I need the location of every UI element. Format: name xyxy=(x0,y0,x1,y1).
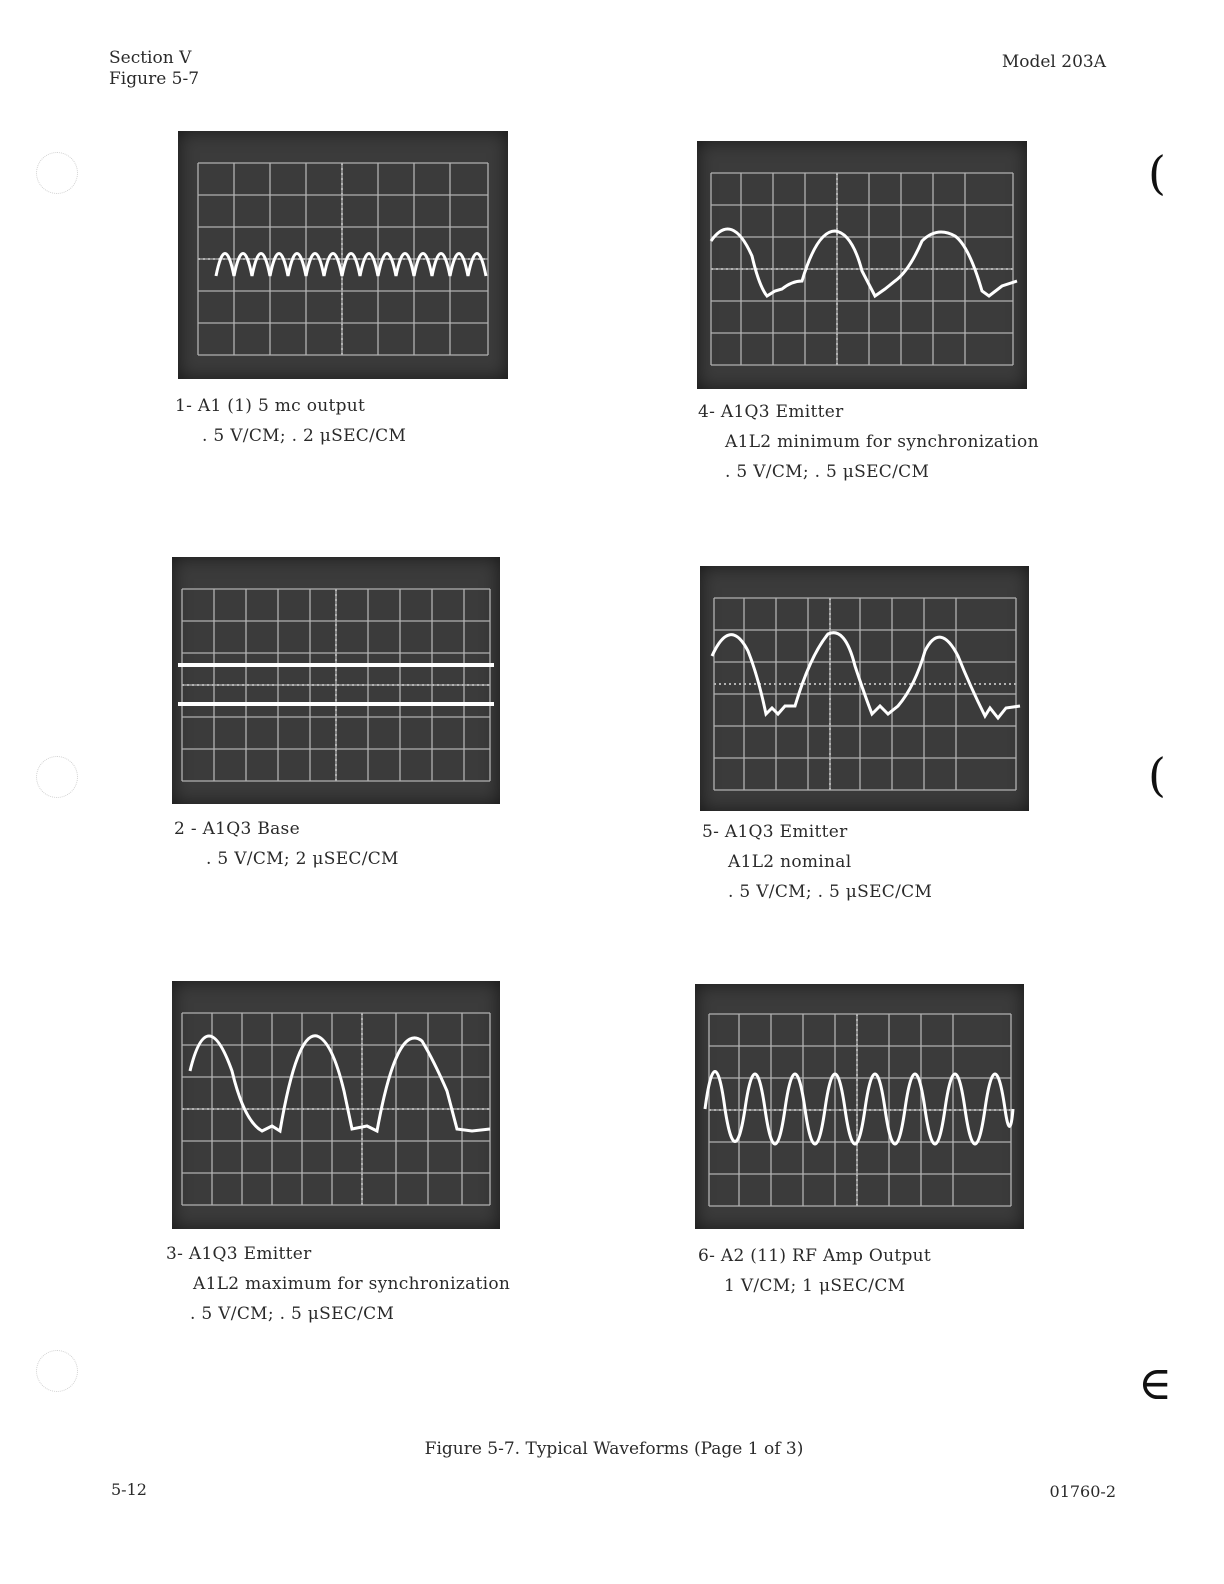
section-label: Section V xyxy=(109,48,192,68)
caption-title: 6- A2 (11) RF Amp Output xyxy=(698,1246,932,1266)
caption-line: . 5 V/CM; 2 μSEC/CM xyxy=(206,849,399,869)
model-label: Model 203A xyxy=(1001,52,1106,72)
scope-photo-6 xyxy=(695,984,1024,1229)
binding-ring-mark: ( xyxy=(1148,748,1166,802)
caption-line: . 5 V/CM; . 5 μSEC/CM xyxy=(725,462,930,482)
waveform-trace xyxy=(712,633,1020,718)
waveform-trace xyxy=(216,254,486,277)
waveform-trace xyxy=(190,1036,490,1131)
caption-line: . 5 V/CM; . 5 μSEC/CM xyxy=(190,1304,395,1324)
waveform-caption-1 xyxy=(175,391,406,451)
binder-hole-mark xyxy=(36,152,78,194)
waveform-caption-5 xyxy=(702,817,932,907)
caption-title: 2 - A1Q3 Base xyxy=(174,819,300,839)
caption-line: 1 V/CM; 1 μSEC/CM xyxy=(724,1276,906,1296)
caption-title: 4- A1Q3 Emitter xyxy=(698,402,844,422)
graticule xyxy=(182,1013,490,1205)
waveform-caption-2 xyxy=(174,814,399,874)
binding-ring-mark: ∈ xyxy=(1138,1356,1173,1410)
caption-line: A1L2 maximum for synchronization xyxy=(193,1274,511,1294)
binding-ring-mark: ( xyxy=(1148,146,1166,200)
caption-line: A1L2 minimum for synchronization xyxy=(725,432,1039,452)
scope-photo-3 xyxy=(172,981,500,1229)
waveform-caption-6 xyxy=(698,1241,931,1301)
scope-photo-4 xyxy=(697,141,1027,389)
scope-photo-5 xyxy=(700,566,1029,811)
binder-hole-mark xyxy=(36,1350,78,1392)
caption-line: . 5 V/CM; . 5 μSEC/CM xyxy=(728,882,933,902)
caption-line: . 5 V/CM; . 2 μSEC/CM xyxy=(202,426,407,446)
graticule xyxy=(182,589,490,781)
scope-photo-2 xyxy=(172,557,500,804)
waveform-caption-4 xyxy=(698,397,1039,487)
caption-title: 3- A1Q3 Emitter xyxy=(166,1244,312,1264)
figure-caption: Figure 5-7. Typical Waveforms (Page 1 of 3) xyxy=(424,1439,804,1459)
scope-photo-1 xyxy=(178,131,508,379)
section-header xyxy=(109,48,199,90)
caption-title: 1- A1 (1) 5 mc output xyxy=(175,396,366,416)
caption-title: 5- A1Q3 Emitter xyxy=(702,822,848,842)
page-number: 5-12 xyxy=(111,1480,147,1499)
document-number: 01760-2 xyxy=(1049,1482,1116,1501)
binder-hole-mark xyxy=(36,756,78,798)
figure-reference: Figure 5-7 xyxy=(109,69,200,89)
waveform-trace xyxy=(705,1072,1013,1145)
waveform-trace xyxy=(711,229,1017,296)
caption-line: A1L2 nominal xyxy=(728,852,852,872)
waveform-caption-3 xyxy=(166,1239,510,1329)
